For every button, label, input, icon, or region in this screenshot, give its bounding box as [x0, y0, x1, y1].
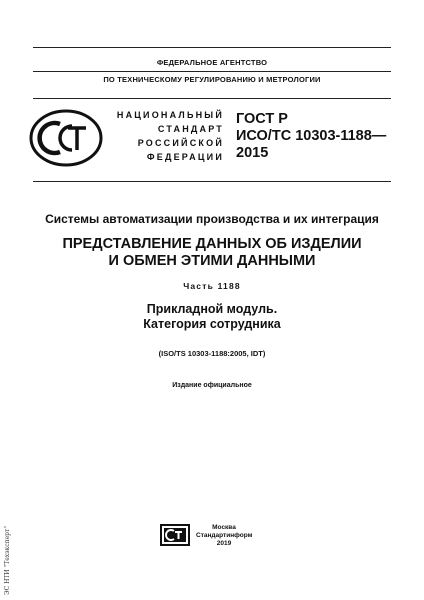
gost-number-line-2: ИСО/ТС 10303-1188—	[236, 128, 387, 144]
document-part: Часть 1188	[183, 281, 241, 291]
publisher-city: Москва	[212, 524, 236, 531]
publisher-name: Стандартинформ	[196, 532, 253, 539]
document-title-main: Системы автоматизации производства и их интеграция	[45, 212, 379, 226]
standard-label-line-3: РОССИЙСКОЙ	[137, 138, 224, 148]
agency-line-2: ПО ТЕХНИЧЕСКОМУ РЕГУЛИРОВАНИЮ И МЕТРОЛОГИИ	[103, 75, 321, 84]
standard-rule	[33, 181, 391, 182]
header-rule	[33, 98, 391, 99]
standard-label-line-1: НАЦИОНАЛЬНЫЙ	[116, 110, 224, 120]
publisher-logo-icon	[160, 524, 190, 546]
standard-label-line-2: СТАНДАРТ	[157, 124, 224, 134]
agency-rule	[33, 71, 391, 72]
document-subtitle-line-2: Категория сотрудника	[143, 317, 281, 331]
document-title-line-1: ПРЕДСТАВЛЕНИЕ ДАННЫХ ОБ ИЗДЕЛИИ	[62, 236, 362, 252]
gost-number-line-1: ГОСТ Р	[236, 111, 288, 127]
edition-label: Издание официальное	[172, 382, 252, 389]
iso-reference: (ISO/TS 10303-1188:2005, IDT)	[158, 349, 266, 358]
agency-line-1: ФЕДЕРАЛЬНОЕ АГЕНТСТВО	[156, 58, 268, 67]
document-title-line-2: И ОБМЕН ЭТИМИ ДАННЫМИ	[108, 253, 316, 269]
gost-r-emblem-icon	[28, 108, 104, 168]
publisher-year: 2019	[216, 540, 232, 547]
watermark-text: ЭС НТИ "Техэксперт"	[4, 525, 11, 595]
gost-number-line-3: 2015	[236, 145, 269, 161]
top-rule	[33, 47, 391, 48]
standard-label-line-4: ФЕДЕРАЦИИ	[146, 152, 224, 162]
document-subtitle-line-1: Прикладной модуль.	[146, 302, 278, 316]
